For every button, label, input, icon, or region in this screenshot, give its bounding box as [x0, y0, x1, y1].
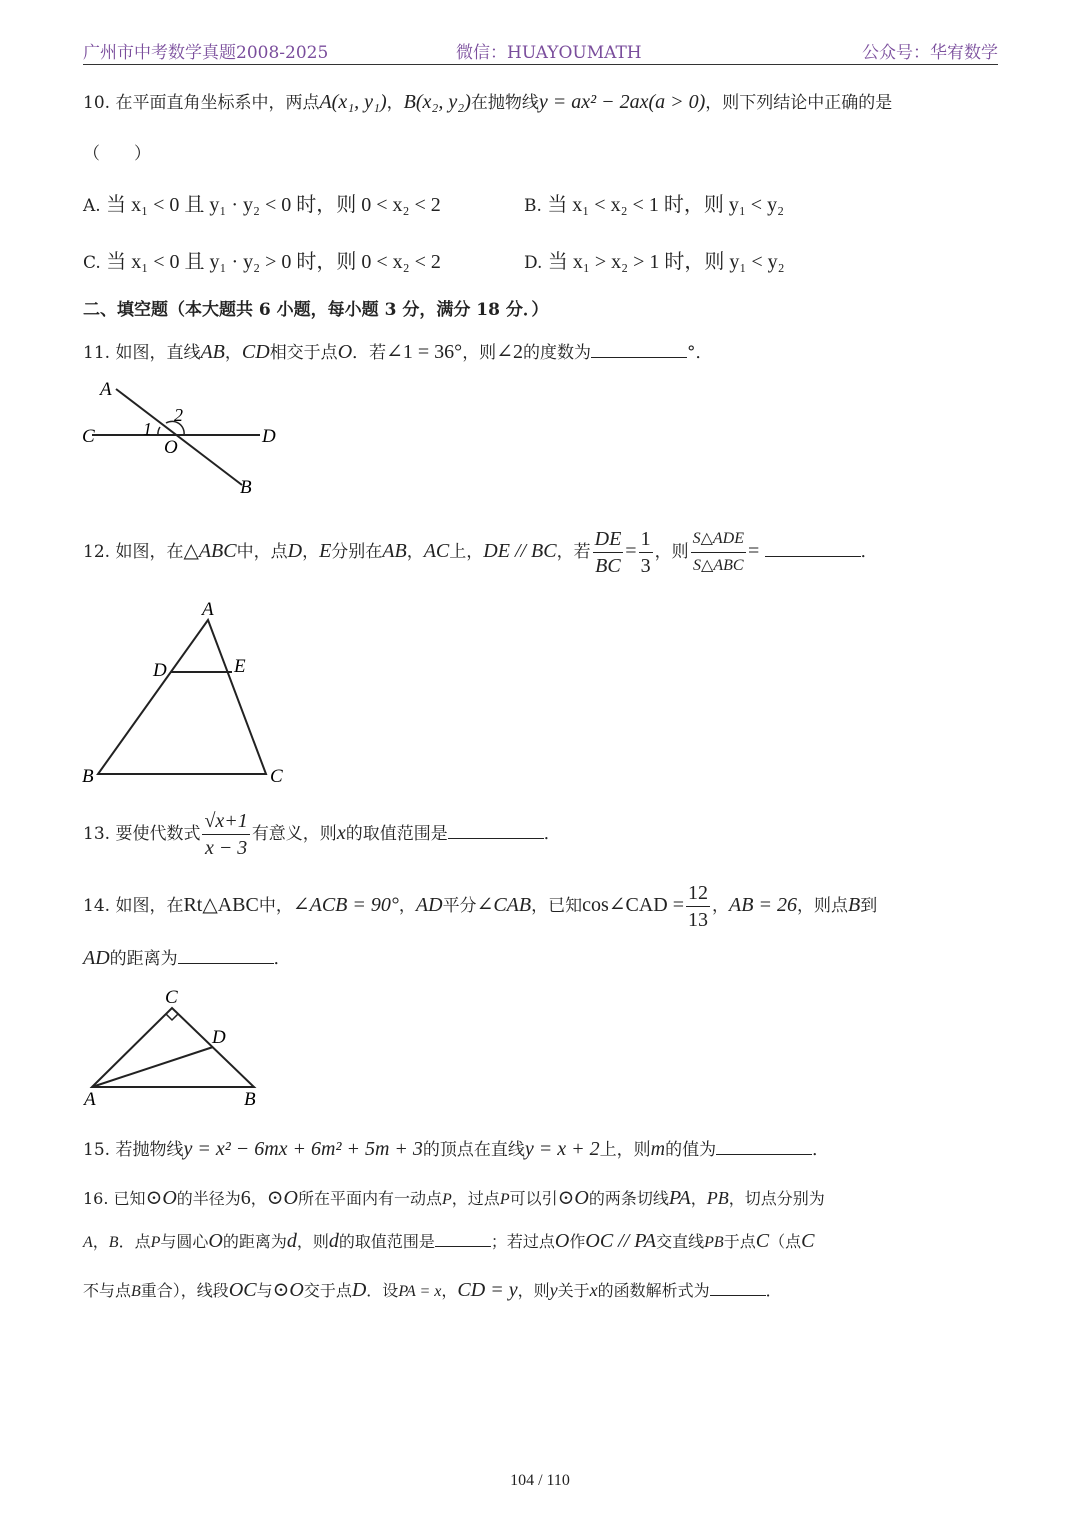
q14-fraction: $\frac{12}{13}$ [688, 882, 709, 931]
header-right: 公众号：华宥数学 [862, 43, 998, 63]
q11-label-b: B [240, 477, 252, 498]
q16-answer-blank-2[interactable] [710, 1294, 766, 1296]
q10-option-d: D. 当 x₁ > x₂ > 1 时，则 y₁ < y₂ [524, 251, 785, 273]
q13-fraction: $\frac{√x+1}{x - 3}$ [204, 810, 248, 859]
q14-stem-line1: 14. 如图，在Rt△ABC中，∠ACB = 90°，AD平分∠CAB，已知cos∠CAD = $\frac{12}{13}$ ，AB = 26，则点B到 [83, 882, 878, 931]
q14-label-d: D [212, 1027, 226, 1048]
header-rule [83, 64, 998, 65]
q12-stem: 12. 如图，在△ABC中，点D，E分别在AB，AC上，DE // BC，若 $\frac{DE}{BC}$ = $\frac{1}{3}$ ，则 $\frac{\text{S△ADE}}{\text{S△ABC}}$ = ． [83, 528, 878, 577]
q10-paren: （ ） [83, 144, 151, 164]
q14-label-c: C [165, 987, 178, 1008]
q11-stem: 11. 如图，直线AB，CD相交于点O．若∠1 = 36°，则∠2的度数为 °． [83, 341, 713, 363]
q12-fraction-one-third: $\frac{1}{3}$ [640, 528, 651, 577]
q11-figure [80, 375, 290, 500]
q11-label-d: D [262, 426, 276, 447]
header-left: 广州市中考数学真题2008-2025 [83, 43, 329, 63]
q13-stem: 13. 要使代数式 $\frac{√x+1}{x - 3}$ 有意义，则x的取值范围是 ． [83, 810, 561, 859]
q11-label-a: A [100, 379, 112, 400]
q14-label-b: B [244, 1089, 256, 1110]
q14-label-a: A [84, 1089, 96, 1110]
q15-answer-blank[interactable] [716, 1153, 812, 1155]
q10-option-b: B. 当 x₁ < x₂ < 1 时，则 y₁ < y₂ [524, 194, 785, 216]
q12-label-d: D [153, 660, 167, 681]
q11-label-o: O [164, 437, 178, 458]
header-center: 微信：HUAYOUMATH [456, 43, 642, 63]
page-number: 104 / 110 [510, 1472, 570, 1489]
q16-answer-blank-1[interactable] [435, 1245, 491, 1247]
q16-stem-line1: 16. 已知⊙O的半径为6，⊙O所在平面内有一动点P，过点P可以引⊙O的两条切线PA，PB，切点分别为 [83, 1187, 825, 1209]
section-heading: 二、填空题（本大题共 6 小题，每小题 3 分，满分 18 分．） [83, 300, 549, 320]
q16-stem-line2: A，B．点P与圆心O的距离为d，则d的取值范围是 ；若过点O作OC // PA交直线PB于点C（点C [83, 1230, 815, 1252]
q10-option-a: A. 当 x₁ < 0 且 y₁ · y₂ < 0 时，则 0 < x₂ < 2 [83, 194, 441, 216]
q10-stem: 10. 在平面直角坐标系中，两点A(x₁, y₁)，B(x₂, y₂)在抛物线y = ax² − 2ax(a > 0)，则下列结论中正确的是 [83, 91, 893, 113]
q11-label-c: C [82, 426, 95, 447]
q13-answer-blank[interactable] [448, 837, 544, 839]
q14-figure [80, 985, 280, 1110]
q12-answer-blank[interactable] [765, 555, 861, 557]
q12-figure [78, 596, 298, 791]
q12-fraction-de-bc: $\frac{DE}{BC}$ [594, 528, 622, 577]
q12-label-c: C [270, 766, 283, 787]
q11-angle-2: 2 [174, 405, 183, 425]
q12-label-b: B [82, 766, 94, 787]
q14-stem-line2: AD的距离为 ． [83, 947, 291, 969]
q12-label-a: A [202, 599, 214, 620]
q15-stem: 15. 若抛物线y = x² − 6mx + 6m² + 5m + 3的顶点在直线y = x + 2上，则m的值为 ． [83, 1138, 830, 1160]
q11-answer-blank[interactable] [591, 356, 687, 358]
q14-answer-blank[interactable] [178, 962, 274, 964]
q16-stem-line3: 不与点B重合），线段OC与⊙O交于点D．设PA = x，CD = y，则y关于x的函数解析式为 ． [83, 1279, 782, 1301]
q10-option-c: C. 当 x₁ < 0 且 y₁ · y₂ > 0 时，则 0 < x₂ < 2 [83, 251, 441, 273]
q11-angle-1: 1 [143, 419, 152, 439]
q12-label-e: E [234, 656, 246, 677]
q12-fraction-area-ratio: $\frac{\text{S△ADE}}{\text{S△ABC}}$ [691, 526, 746, 579]
